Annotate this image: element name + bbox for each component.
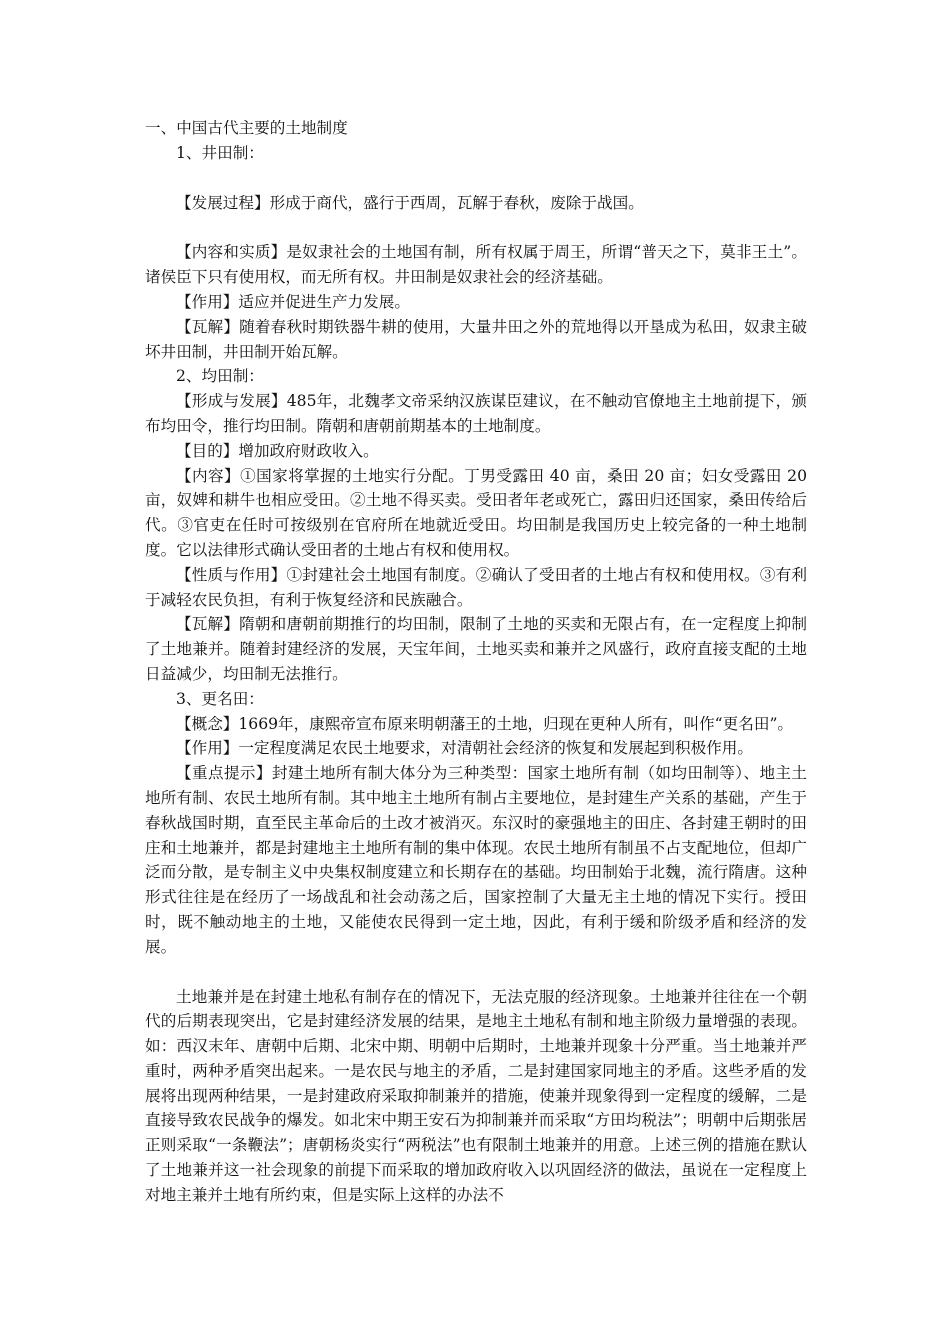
paragraph-key-points: 【重点提示】封建土地所有制大体分为三种类型：国家土地所有制（如均田制等）、地主土地所有制、农民土地所有制。其中地主土地所有制占主要地位，是封建生产关系的基础，产生于春秋战国时期，直至民主革命后的土改才被消灭。东汉时的豪强地主的田庄、各封建王朝时的田庄和土地兼并，都是封建地主土地所有制的集中体现。农民土地所有制虽不占支配地位，但却广泛而分散，是专制主义中央集权制度建立和长期存在的基础。均田制始于北魏，流行隋唐。这种形式往往是在经历了一场战乱和社会动荡之后，国家控制了大量无主土地的情况下实行。授田时，既不触动地主的土地，又能使农民得到一定土地，因此，有利于缓和阶级矛盾和经济的发展。 xyxy=(145,764,807,956)
document-body xyxy=(145,116,807,1208)
paragraph-development: 【发展过程】形成于商代，盛行于西周，瓦解于春秋，废除于战国。 xyxy=(176,193,644,212)
paragraph-nature: 【性质与作用】①封建社会土地国有制度。②确认了受田者的土地占有权和使用权。③有利于减轻农民负担，有利于恢复经济和民族融合。 xyxy=(145,565,807,609)
paragraph-collapse-2: 【瓦解】隋朝和唐朝前期推行的均田制，限制了土地的买卖和无限占有，在一定程度上抑制了土地兼并。随着封建经济的发展，天宝年间，土地买卖和兼并之风盛行，政府直接支配的土地日益减少，均田制无法推行。 xyxy=(145,615,807,683)
section-3-title: 3、更名田： xyxy=(176,689,264,708)
blank-line xyxy=(145,960,807,985)
blank-line xyxy=(145,166,807,191)
paragraph-collapse-1: 【瓦解】随着春秋时期铁器牛耕的使用，大量井田之外的荒地得以开垦成为私田，奴隶主破坏井田制，井田制开始瓦解。 xyxy=(145,317,807,361)
paragraph-concept: 【概念】1669年，康熙帝宣布原来明朝藩王的土地，归现在更种人所有，叫作“更名田”。 xyxy=(176,714,794,733)
paragraph-effect-3: 【作用】一定程度满足农民土地要求，对清朝社会经济的恢复和发展起到积极作用。 xyxy=(176,739,753,758)
paragraph-content-2: 【内容】①国家将掌握的土地实行分配。丁男受露田 40 亩，桑田 20 亩；妇女受露田 20 亩，奴婢和耕牛也相应受田。②土地不得买卖。受田者年老或死亡，露田归还国家，桑田传给后代。③官吏在任时可按级别在官府所在地就近受田。均田制是我国历史上较完备的一种土地制度。它以法律形式确认受田者的土地占有权和使用权。 xyxy=(145,466,807,559)
section-1-title: 1、井田制： xyxy=(176,143,264,162)
main-heading: 一、中国古代主要的土地制度 xyxy=(145,119,348,137)
section-2-title: 2、均田制： xyxy=(176,367,264,386)
paragraph-land-annexation: 土地兼并是在封建土地私有制存在的情况下，无法克服的经济现象。土地兼并往往在一个朝代的后期表现突出，它是封建经济发展的结果，是地主土地私有制和地主阶级力量增强的表现。如：西汉末年、唐朝中后期、北宋中期、明朝中后期时，土地兼并现象十分严重。当土地兼并严重时，两种矛盾突出起来。一是农民与地主的矛盾，二是封建国家同地主的矛盾。这些矛盾的发展将出现两种结果，一是封建政府采取抑制兼并的措施，使兼并现象得到一定程度的缓解，二是直接导致农民战争的爆发。如北宋中期王安石为抑制兼并而采取“方田均税法”；明朝中后期张居正则采取“一条鞭法”；唐朝杨炎实行“两税法”也有限制土地兼并的用意。上述三例的措施在默认了土地兼并这一社会现象的前提下而采取的增加政府收入以巩固经济的做法，虽说在一定程度上对地主兼并土地有所约束，但是实际上这样的办法不 xyxy=(145,987,807,1204)
paragraph-effect-1: 【作用】适应并促进生产力发展。 xyxy=(176,292,410,311)
paragraph-content-essence: 【内容和实质】是奴隶社会的土地国有制，所有权属于周王，所谓“普天之下，莫非王土”。诸侯臣下只有使用权，而无所有权。井田制是奴隶社会的经济基础。 xyxy=(145,243,807,287)
paragraph-purpose: 【目的】增加政府财政收入。 xyxy=(176,441,379,460)
blank-line xyxy=(145,215,807,240)
paragraph-formation: 【形成与发展】485年，北魏孝文帝采纳汉族谋臣建议，在不触动官僚地主土地前提下，颁布均田令，推行均田制。隋朝和唐朝前期基本的土地制度。 xyxy=(145,392,807,435)
